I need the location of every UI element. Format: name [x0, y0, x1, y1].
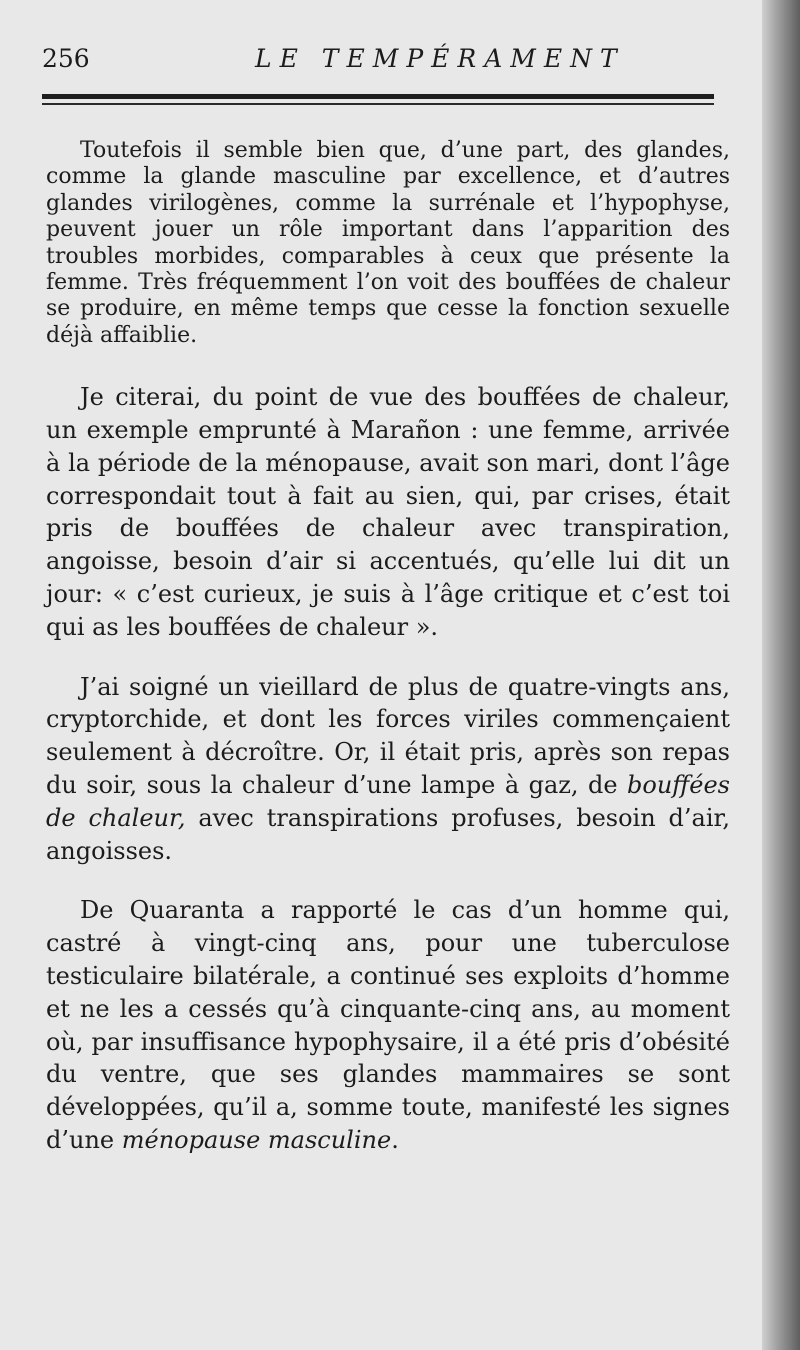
text-segment: De Quaranta a rapporté le cas d’un homme qui, castré à vingt-cinq ans, pour une tuberculose testiculaire bilatérale, a continué ses exploits d’homme et ne les a cessés qu’à cinquante-cinq ans, au moment où, par insuffisance hypophysaire, il a été pris d’obésité du ventre, que ses glandes mammaires se sont développées, qu’il a, somme toute, manifesté les signes d’une [46, 896, 730, 1154]
italic-segment: bouffées de chaleur, [46, 771, 730, 832]
book-spine-shadow [762, 0, 800, 1350]
running-title: LE TEMPÉRAMENT [255, 44, 625, 73]
paragraph [46, 894, 730, 1156]
paragraph [46, 381, 730, 643]
header-rule-thin [42, 103, 714, 105]
header-rule [42, 94, 714, 99]
text-segment: Je citerai, du point de vue des bouffées de chaleur, un exemple emprunté à Marañon : une femme, arrivée à la période de la ménopause, avait son mari, dont l’âge correspondait tout à fait au sien, qui, par crises, était pris de bouffées de chaleur avec transpiration, angoisse, besoin d’air si accentués, qu’elle lui dit un jour: « c’est curieux, je suis à l’âge critique et c’est toi qui as les bouffées de chaleur ». [46, 383, 730, 641]
text-segment: Toutefois il semble bien que, d’une part, des glandes, comme la glande masculine par excellence, et d’autres glandes virilogènes, comme la surrénale et l’hypophyse, peuvent jouer un rôle important dans l’apparition des troubles morbides, comparables à ceux que présente la femme. Très fréquemment l’on voit des bouffées de chaleur se produire, en même temps que cesse la fonction sexuelle déjà affaiblie. [46, 138, 730, 348]
text-segment: avec transpirations profuses, besoin d’air, angoisses. [46, 803, 730, 865]
body-text [46, 138, 730, 1184]
page-header [40, 42, 730, 82]
paragraph [46, 671, 730, 868]
text-segment: J’ai soigné un vieillard de plus de quatre-vingts ans, cryptorchide, et dont les forces viriles commençaient seulement à décroître. Or, il était pris, après son repas du soir, sous la chaleur d’une lampe à gaz, de [46, 672, 730, 800]
text-segment: . [391, 1125, 399, 1154]
page-number: 256 [42, 44, 90, 73]
paragraph [46, 138, 730, 349]
italic-segment: ménopause masculine [121, 1125, 392, 1154]
